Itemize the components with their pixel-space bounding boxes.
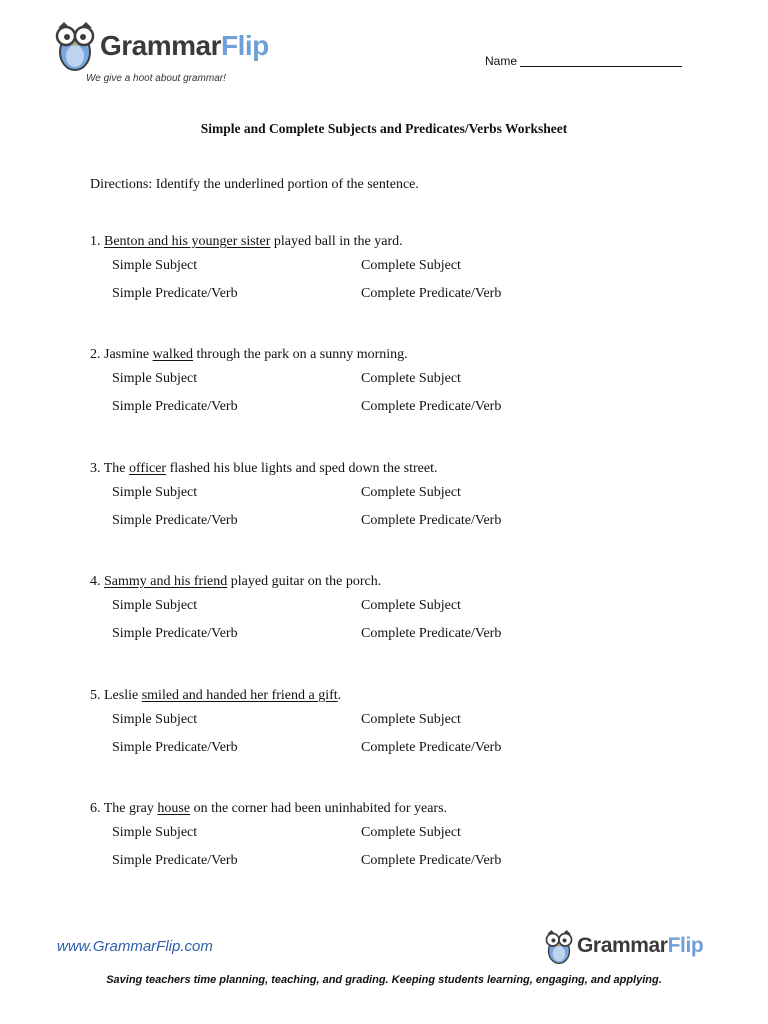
option-simple-subject[interactable]: Simple Subject [112,258,198,273]
brand-part-flip: Flip [221,30,269,61]
options-row-subjects [90,592,690,620]
sentence [90,459,690,479]
options-row-subjects [90,706,690,734]
sentence-after: . [337,688,342,703]
options-row-predicates [90,507,690,535]
owl-icon [52,18,98,72]
brand-wordmark [100,30,269,62]
option-complete-predicate[interactable]: Complete Predicate/Verb [361,399,502,414]
sentence-before: The [103,461,130,476]
name-blank-line[interactable] [520,66,682,67]
question-5 [90,686,690,762]
footer-logo [543,926,713,970]
options-row-subjects [90,365,690,393]
option-complete-predicate[interactable]: Complete Predicate/Verb [361,286,502,301]
option-simple-subject[interactable]: Simple Subject [112,712,198,727]
sentence [90,572,690,592]
sentence-before: The gray [103,801,158,816]
options-row-predicates [90,393,690,421]
option-simple-subject[interactable]: Simple Subject [112,825,198,840]
sentence [90,345,690,365]
question-number: 1. [90,234,101,249]
name-field [485,54,682,68]
options-row-predicates [90,734,690,762]
footer-brand-wordmark [577,934,703,958]
underlined-portion: Benton and his younger sister [104,234,271,249]
options-row-subjects [90,252,690,280]
question-number: 2. [90,347,101,362]
question-3 [90,459,690,535]
options-row-subjects [90,819,690,847]
underlined-portion: house [157,801,191,816]
brand-part-flip: Flip [667,934,704,957]
options-row-predicates [90,280,690,308]
question-number: 4. [90,574,101,589]
underlined-portion: walked [152,347,194,362]
option-complete-subject[interactable]: Complete Subject [361,371,461,386]
options-row-predicates [90,847,690,875]
option-complete-predicate[interactable]: Complete Predicate/Verb [361,740,502,755]
sentence [90,232,690,252]
option-complete-subject[interactable]: Complete Subject [361,825,461,840]
underlined-portion: smiled and handed her friend a gift [141,688,338,703]
option-complete-predicate[interactable]: Complete Predicate/Verb [361,513,502,528]
underlined-portion: officer [129,461,167,476]
question-number: 5. [90,688,101,703]
sentence [90,686,690,706]
option-simple-subject[interactable]: Simple Subject [112,485,198,500]
option-simple-predicate[interactable]: Simple Predicate/Verb [112,513,238,528]
sentence-after: played ball in the yard. [270,234,403,249]
options-row-subjects [90,479,690,507]
option-complete-predicate[interactable]: Complete Predicate/Verb [361,626,502,641]
sentence [90,799,690,819]
option-simple-predicate[interactable]: Simple Predicate/Verb [112,286,238,301]
owl-icon [543,926,575,966]
sentence-after: on the corner had been uninhabited for years. [190,801,448,816]
question-1 [90,232,690,308]
option-simple-predicate[interactable]: Simple Predicate/Verb [112,740,238,755]
question-4 [90,572,690,648]
sentence-before: Leslie [104,688,142,703]
sentence-after: through the park on a sunny morning. [193,347,408,362]
option-complete-subject[interactable]: Complete Subject [361,485,461,500]
footer-slogan: Saving teachers time planning, teaching, and grading. Keeping students learning, engaging, and applying. [106,974,662,986]
name-label: Name [485,54,518,68]
option-simple-predicate[interactable]: Simple Predicate/Verb [112,399,238,414]
option-complete-subject[interactable]: Complete Subject [361,712,461,727]
worksheet-title: Simple and Complete Subjects and Predicates/Verbs Worksheet [200,121,568,136]
question-number: 6. [90,801,101,816]
footer-url-link[interactable]: www.GrammarFlip.com [57,938,213,955]
question-6 [90,799,690,875]
option-complete-subject[interactable]: Complete Subject [361,258,461,273]
directions: Directions: Identify the underlined portion of the sentence. [90,177,419,192]
option-complete-subject[interactable]: Complete Subject [361,598,461,613]
sentence-after: flashed his blue lights and sped down the street. [166,461,438,476]
sentence-before: Jasmine [104,347,153,362]
tagline: We give a hoot about grammar! [86,73,226,84]
sentence-after: played guitar on the porch. [227,574,382,589]
brand-part-grammar: Grammar [577,934,668,957]
option-simple-subject[interactable]: Simple Subject [112,371,198,386]
options-row-predicates [90,620,690,648]
brand-part-grammar: Grammar [100,30,222,61]
option-simple-predicate[interactable]: Simple Predicate/Verb [112,626,238,641]
question-2 [90,345,690,421]
underlined-portion: Sammy and his friend [104,574,228,589]
option-simple-predicate[interactable]: Simple Predicate/Verb [112,853,238,868]
option-complete-predicate[interactable]: Complete Predicate/Verb [361,853,502,868]
option-simple-subject[interactable]: Simple Subject [112,598,198,613]
question-number: 3. [90,461,101,476]
grammarflip-logo [52,18,282,90]
